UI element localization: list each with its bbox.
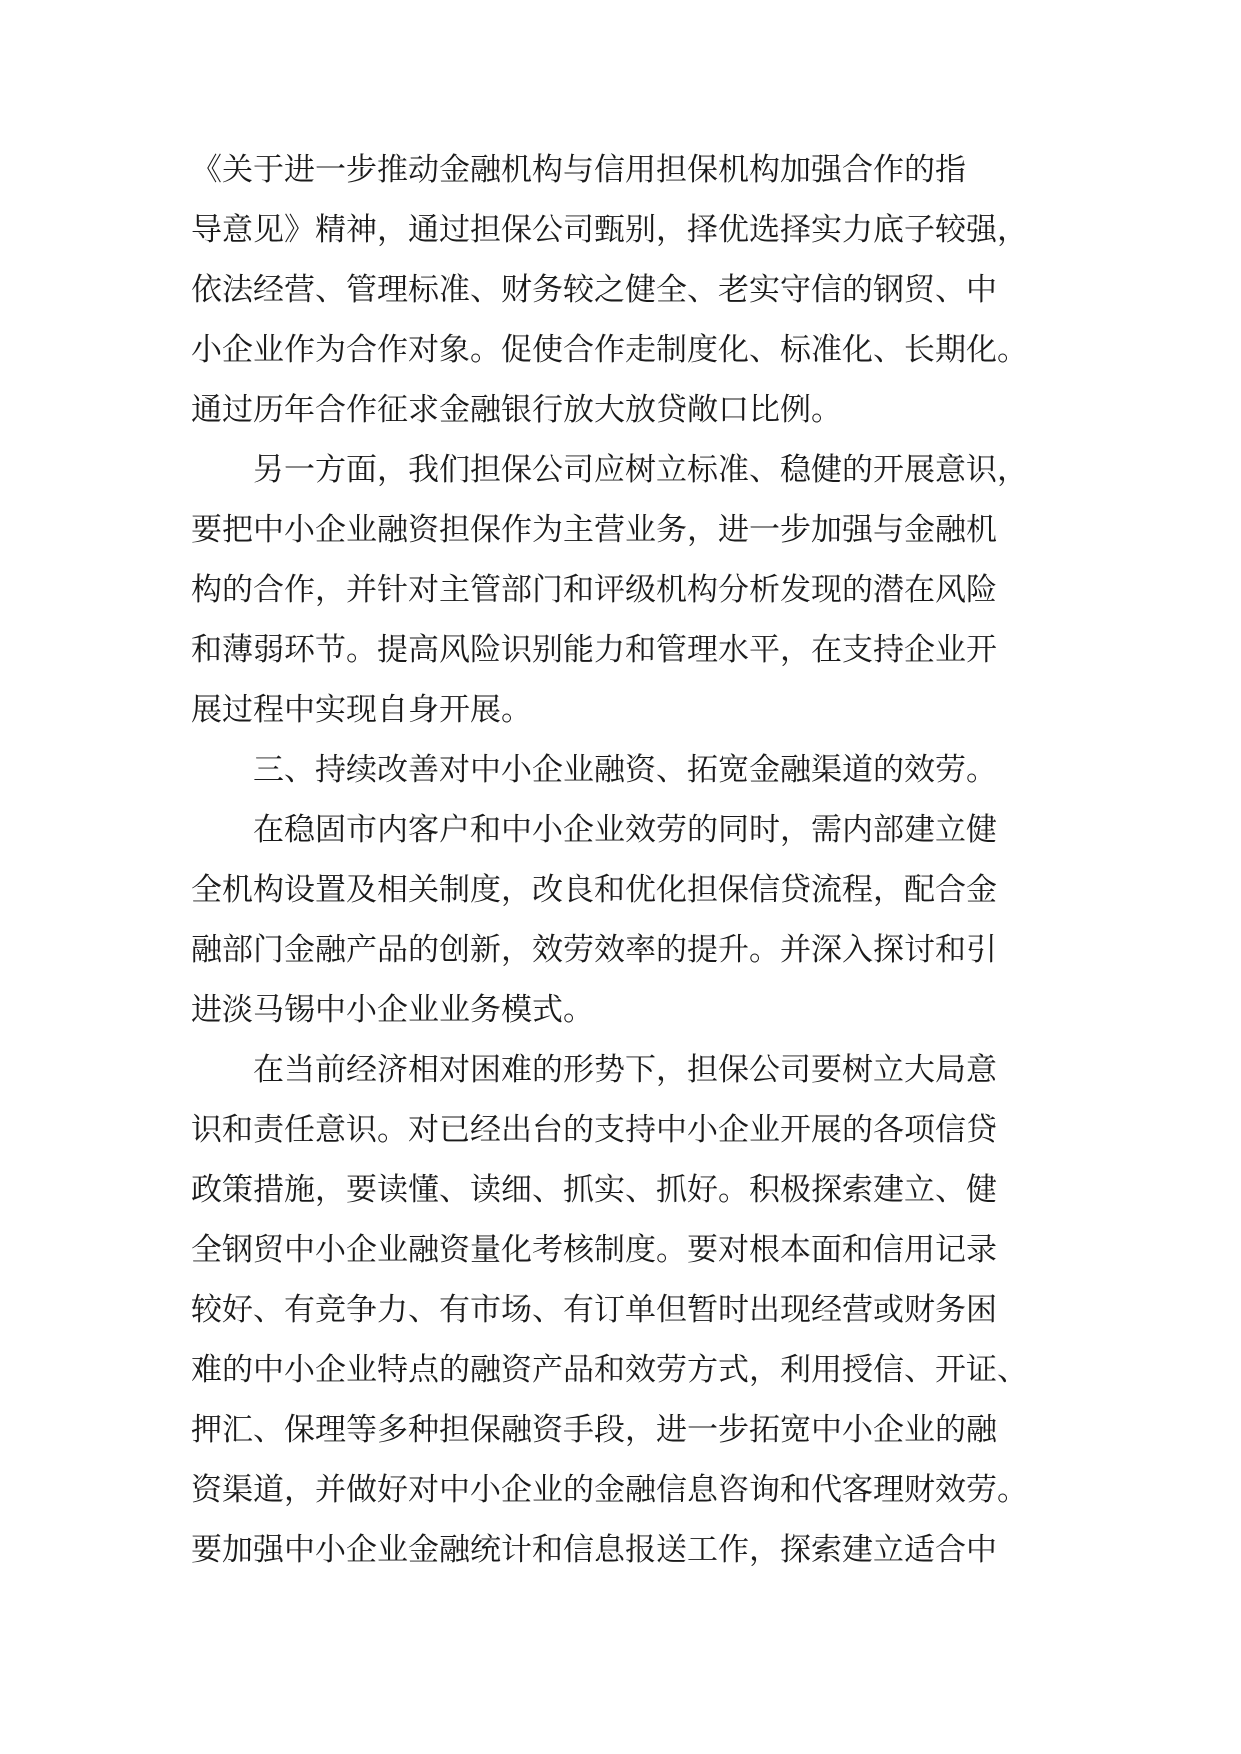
text-line — [0, 140, 1241, 200]
text-line — [0, 680, 1241, 740]
text-line — [0, 320, 1241, 380]
text-line-content: 要加强中小企业金融统计和信息报送工作，探索建立适合中 — [191, 1532, 997, 1568]
paragraph-first-line — [0, 800, 1241, 860]
text-line-content: 构的合作，并针对主管部门和评级机构分析发现的潜在风险 — [191, 572, 997, 608]
text-line — [0, 1520, 1241, 1580]
text-line — [0, 560, 1241, 620]
text-line-content: 全机构设置及相关制度，改良和优化担保信贷流程，配合金 — [191, 872, 997, 908]
text-line — [0, 920, 1241, 980]
text-line — [0, 200, 1241, 260]
text-line — [0, 1160, 1241, 1220]
text-line-content: 全钢贸中小企业融资量化考核制度。要对根本面和信用记录 — [191, 1232, 997, 1268]
text-line-content: 《关于进一步推动金融机构与信用担保机构加强合作的指 — [191, 152, 966, 188]
text-line — [0, 260, 1241, 320]
section-heading-text: 三、持续改善对中小企业融资、拓宽金融渠道的效劳。 — [253, 752, 997, 788]
text-line-content: 导意见》精神，通过担保公司甄别，择优选择实力底子较强， — [191, 212, 1028, 248]
text-line-content: 资渠道，并做好对中小企业的金融信息咨询和代客理财效劳。 — [191, 1472, 1028, 1508]
paragraph-first-line — [0, 1040, 1241, 1100]
text-line-content: 识和责任意识。对已经出台的支持中小企业开展的各项信贷 — [191, 1112, 997, 1148]
text-line-content: 在稳固市内客户和中小企业效劳的同时，需内部建立健 — [253, 812, 997, 848]
paragraph-first-line — [0, 440, 1241, 500]
text-line — [0, 860, 1241, 920]
text-line-content: 押汇、保理等多种担保融资手段，进一步拓宽中小企业的融 — [191, 1412, 997, 1448]
text-line — [0, 380, 1241, 440]
text-line-content: 在当前经济相对困难的形势下，担保公司要树立大局意 — [253, 1052, 997, 1088]
text-line — [0, 1280, 1241, 1340]
text-line-content: 和薄弱环节。提高风险识别能力和管理水平，在支持企业开 — [191, 632, 997, 668]
text-line — [0, 500, 1241, 560]
section-heading — [0, 740, 1241, 800]
text-line-content: 展过程中实现自身开展。 — [191, 692, 532, 728]
text-line-content: 较好、有竞争力、有市场、有订单但暂时出现经营或财务困 — [191, 1292, 997, 1328]
text-line — [0, 1460, 1241, 1520]
text-line-content: 政策措施，要读懂、读细、抓实、抓好。积极探索建立、健 — [191, 1172, 997, 1208]
text-line-content: 融部门金融产品的创新，效劳效率的提升。并深入探讨和引 — [191, 932, 997, 968]
text-line-content: 依法经营、管理标准、财务较之健全、老实守信的钢贸、中 — [191, 272, 997, 308]
text-line-content: 要把中小企业融资担保作为主营业务，进一步加强与金融机 — [191, 512, 997, 548]
text-line — [0, 1100, 1241, 1160]
text-line-content: 通过历年合作征求金融银行放大放贷敞口比例。 — [191, 392, 842, 428]
text-line — [0, 980, 1241, 1040]
text-line-content: 难的中小企业特点的融资产品和效劳方式，利用授信、开证、 — [191, 1352, 1028, 1388]
text-line — [0, 1340, 1241, 1400]
text-line-content: 进淡马锡中小企业业务模式。 — [191, 992, 594, 1028]
text-line — [0, 1400, 1241, 1460]
text-line-content: 小企业作为合作对象。促使合作走制度化、标准化、长期化。 — [191, 332, 1028, 368]
text-line — [0, 620, 1241, 680]
text-line — [0, 1220, 1241, 1280]
text-line-content: 另一方面，我们担保公司应树立标准、稳健的开展意识， — [253, 452, 1028, 488]
